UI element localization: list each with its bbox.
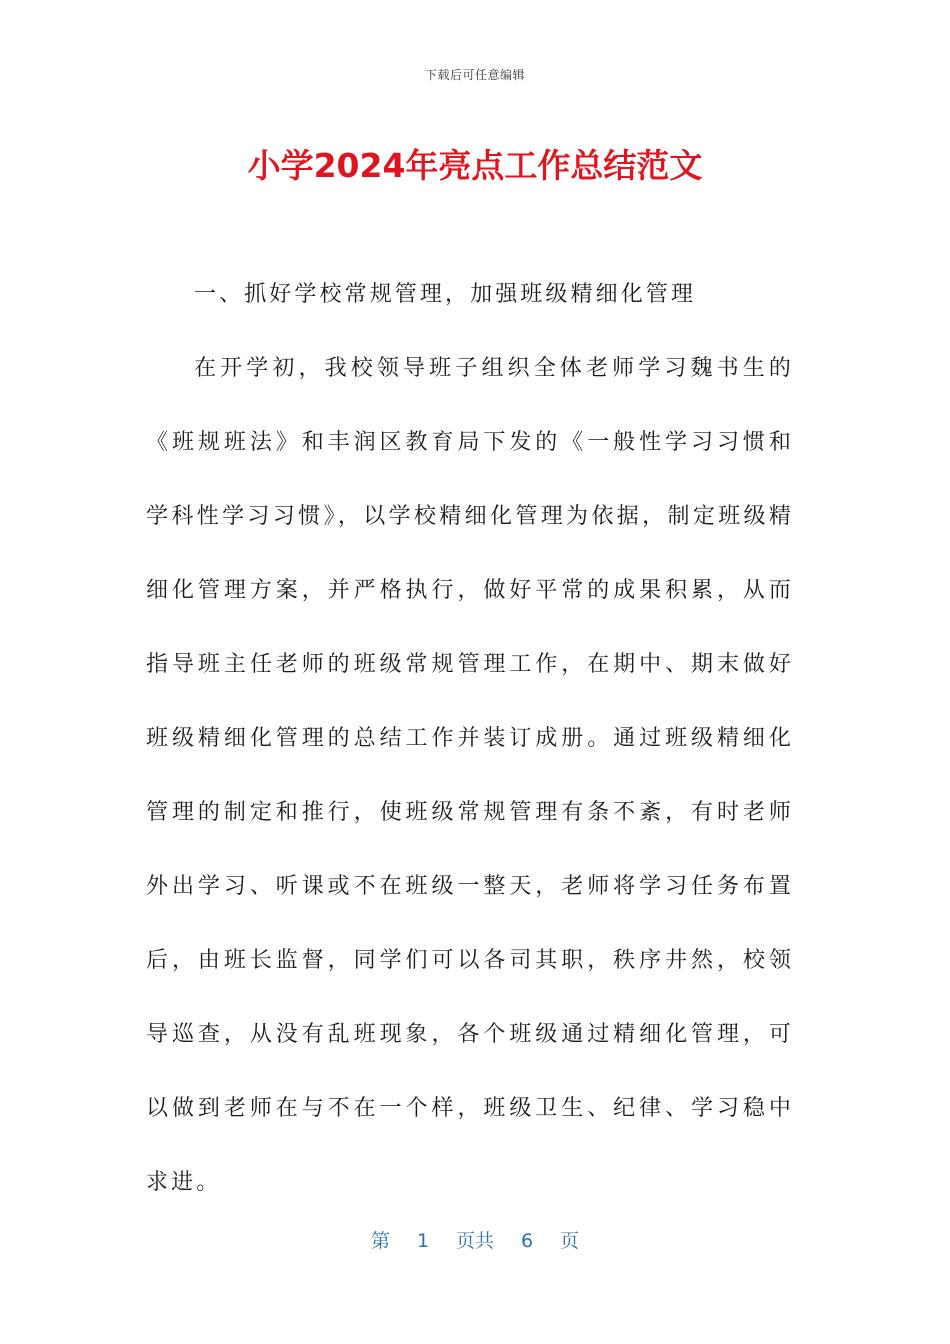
footer-label-mid: 页共: [455, 1230, 494, 1252]
document-body: [146, 258, 794, 1220]
section-heading: 一、抓好学校常规管理，加强班级精细化管理: [194, 282, 697, 307]
page-header-note: 下载后可任意编辑: [424, 68, 525, 82]
footer-current-page: 1: [416, 1230, 430, 1252]
footer-total-pages: 6: [520, 1230, 534, 1252]
document-title: 小学2024年亮点工作总结范文: [247, 146, 703, 185]
footer-label-suffix: 页: [560, 1230, 580, 1252]
page-number-footer: [0, 1226, 950, 1253]
footer-label-prefix: 第: [370, 1230, 390, 1252]
body-paragraph: 在开学初，我校领导班子组织全体老师学习魏书生的《班规班法》和丰润区教育局下发的《一般性学习习惯和学科性学习习惯》，以学校精细化管理为依据，制定班级精细化管理方案，并严格执行，做好平常的成果积累，从而指导班主任老师的班级常规管理工作，在期中、期末做好班级精细化管理的总结工作并装订成册。通过班级精细化管理的制定和推行，使班级常规管理有条不紊，有时老师外出学习、听课或不在班级一整天，老师将学习任务布置后，由班长监督，同学们可以各司其职，秩序井然，校领导巡查，从没有乱班现象，各个班级通过精细化管理，可以做到老师在与不在一个样，班级卫生、纪律、学习稳中求进。: [146, 356, 794, 1195]
